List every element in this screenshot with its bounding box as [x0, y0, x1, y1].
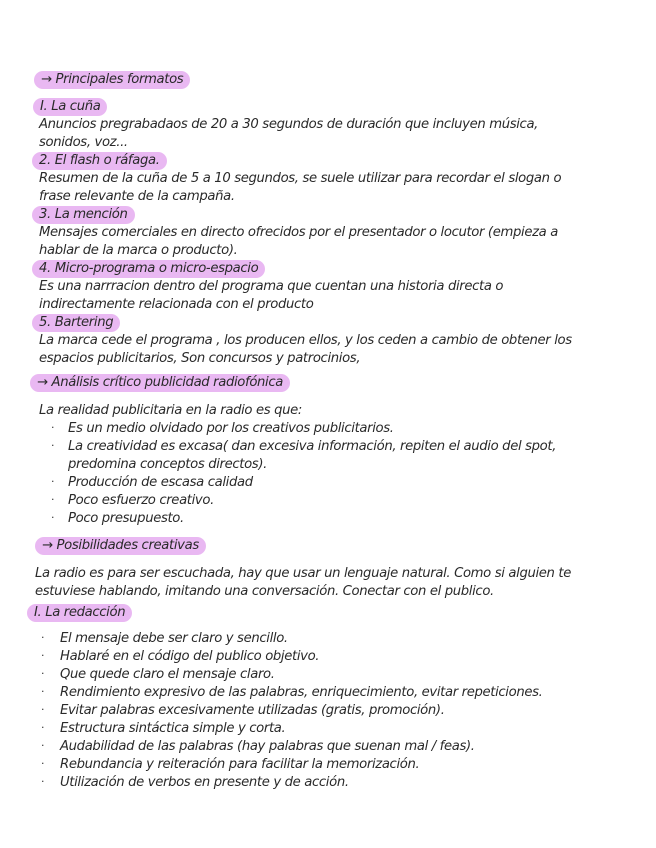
bullet-icon: · — [41, 685, 45, 698]
micro-line-2: indirectamente relacionada con el producto — [39, 297, 314, 312]
bullet-icon: · — [41, 721, 45, 734]
section-heading-analisis: → Análisis crítico publicidad radiofónica — [30, 374, 290, 392]
bullet-icon: · — [41, 649, 45, 662]
cuna-line-1: Anuncios pregrabadaos de 20 a 30 segundos de duración que incluyen música, — [39, 117, 539, 132]
redaccion-item: Evitar palabras excesivamente utilizadas (gratis, promoción). — [60, 703, 445, 718]
flash-line-2: frase relevante de la campaña. — [39, 189, 235, 204]
analisis-item: Producción de escasa calidad — [68, 475, 253, 490]
section-heading-formatos: → Principales formatos — [34, 71, 190, 89]
subheading-mencion: 3. La mención — [32, 206, 135, 224]
micro-line-1: Es una narrracion dentro del programa que cuentan una historia directa o — [39, 279, 504, 294]
bullet-icon: · — [51, 439, 55, 452]
bullet-icon: · — [41, 703, 45, 716]
analisis-intro: La realidad publicitaria en la radio es que: — [39, 403, 302, 418]
redaccion-item: El mensaje debe ser claro y sencillo. — [60, 631, 288, 646]
analisis-item: Poco esfuerzo creativo. — [68, 493, 214, 508]
analisis-item: Poco presupuesto. — [68, 511, 184, 526]
redaccion-item: Rendimiento expresivo de las palabras, enriquecimiento, evitar repeticiones. — [60, 685, 543, 700]
mencion-line-2: hablar de la marca o producto). — [39, 243, 238, 258]
subheading-flash: 2. El flash o ráfaga. — [32, 152, 167, 170]
bullet-icon: · — [51, 511, 55, 524]
mencion-line-1: Mensajes comerciales en directo ofrecidos por el presentador o locutor (empieza a — [39, 225, 558, 240]
redaccion-item: Utilización de verbos en presente y de acción. — [60, 775, 349, 790]
posibilidades-line-2: estuviese hablando, imitando una conversación. Conectar con el publico. — [35, 584, 494, 599]
cuna-line-2: sonidos, voz... — [39, 135, 128, 150]
bullet-icon: · — [51, 421, 55, 434]
analisis-item: Es un medio olvidado por los creativos publicitarios. — [68, 421, 394, 436]
redaccion-item: Hablaré en el código del publico objetivo. — [60, 649, 320, 664]
bullet-icon: · — [41, 667, 45, 680]
bullet-icon: · — [41, 631, 45, 644]
bullet-icon: · — [41, 775, 45, 788]
subheading-redaccion: I. La redacción — [27, 604, 132, 622]
bullet-icon: · — [51, 493, 55, 506]
bartering-line-1: La marca cede el programa , los producen ellos, y los ceden a cambio de obtener los — [39, 333, 572, 348]
posibilidades-line-1: La radio es para ser escuchada, hay que usar un lenguaje natural. Como si alguien te — [35, 566, 571, 581]
section-heading-posibilidades: → Posibilidades creativas — [35, 537, 206, 555]
bullet-icon: · — [51, 475, 55, 488]
analisis-item: La creatividad es excasa( dan excesiva información, repiten el audio del spot, — [68, 439, 557, 454]
redaccion-item: Que quede claro el mensaje claro. — [60, 667, 275, 682]
redaccion-item: Audabilidad de las palabras (hay palabras que suenan mal / feas). — [60, 739, 475, 754]
flash-line-1: Resumen de la cuña de 5 a 10 segundos, se suele utilizar para recordar el slogan o — [39, 171, 562, 186]
subheading-micro: 4. Micro-programa o micro-espacio — [32, 260, 265, 278]
bartering-line-2: espacios publicitarios, Son concursos y patrocinios, — [39, 351, 361, 366]
bullet-icon: · — [41, 757, 45, 770]
subheading-bartering: 5. Bartering — [32, 314, 120, 332]
subheading-cuna: I. La cuña — [33, 98, 107, 116]
redaccion-item: Rebundancia y reiteración para facilitar la memorización. — [60, 757, 420, 772]
redaccion-item: Estructura sintáctica simple y corta. — [60, 721, 286, 736]
bullet-icon: · — [41, 739, 45, 752]
analisis-item-continuation: predomina conceptos directos). — [68, 457, 267, 472]
